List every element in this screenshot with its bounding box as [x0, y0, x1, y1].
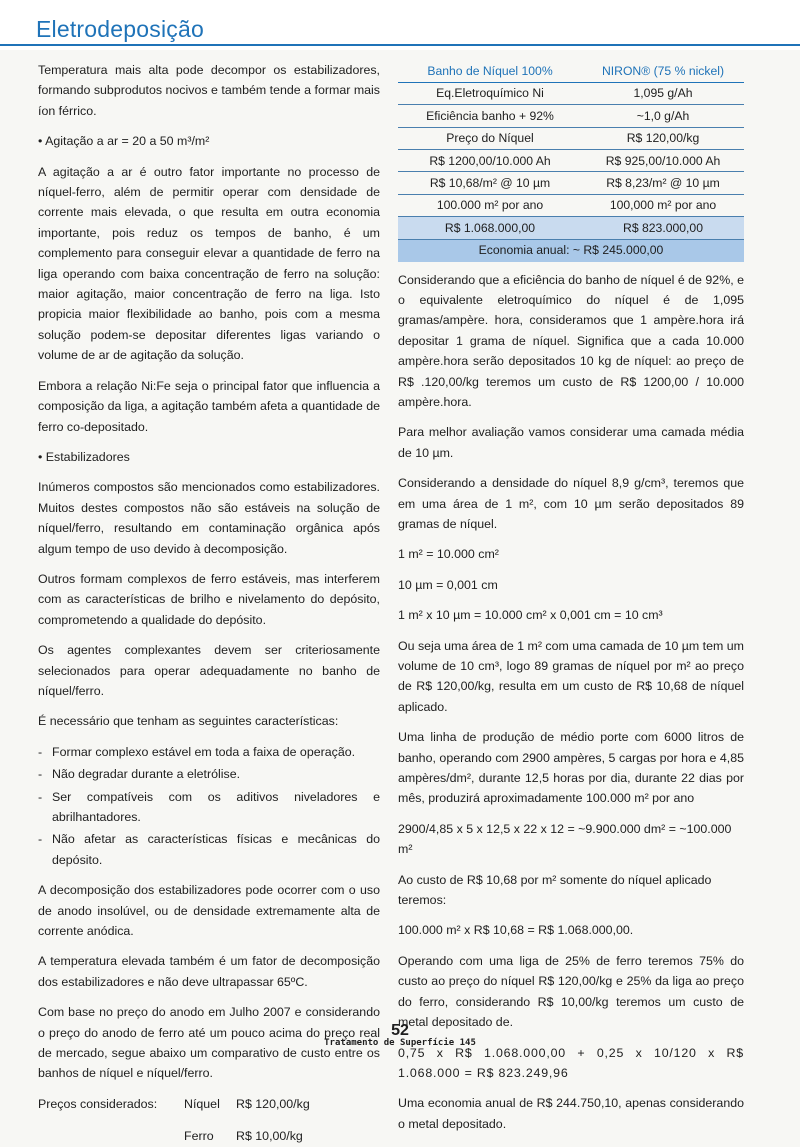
table-row — [398, 194, 744, 216]
table-cell: Eq.Eletroquímico Ni — [398, 82, 582, 104]
paragraph: Considerando a densidade do níquel 8,9 g/cm³, teremos que em uma área de 1 m², com 10 µm serão depositados 89 gramas de níquel. — [398, 476, 744, 531]
formula: 0,75 x R$ 1.068.000,00 + 0,25 x 10/120 x R$ 1.068.000 = R$ 823.249,96 — [398, 1045, 744, 1080]
table-cell: R$ 10,68/m² @ 10 µm — [398, 172, 582, 194]
table-cell: Preço do Níquel — [398, 127, 582, 149]
price-metal: Ferro — [184, 1129, 214, 1144]
page-footer — [0, 1022, 800, 1048]
table-cell: R$ 8,23/m² @ 10 µm — [582, 172, 744, 194]
paragraph: Temperatura mais alta pode decompor os estabilizadores, formando subprodutos nocivos e também tende a formar mais íon férrico. — [38, 63, 380, 118]
magazine-name: Tratamento de Superfície 145 — [324, 1038, 476, 1048]
formula: 1 m² = 10.000 cm² — [398, 547, 499, 562]
paragraph: Considerando que a eficiência do banho de níquel é de 92%, e o equivalente eletroquímico do níquel é de 1,095 gramas/ampère. hora, consideramos que 1 ampère.hora irá depositar 1 grama de níquel. Significa que a cada 10.000 ampère.hora serão depositados 10 kg de níquel: ao preço de R$ .120,00/kg teremos um custo de R$ 1200,00 / 10.000 ampère.hora. — [398, 272, 744, 409]
table-cell: R$ 120,00/kg — [582, 127, 744, 149]
list-item: - Não degradar durante a eletrólise. — [38, 764, 380, 784]
paragraph: Uma economia anual de R$ 244.750,10, apenas considerando o metal depositado. — [398, 1096, 744, 1131]
table-header-row — [398, 60, 744, 82]
right-column — [398, 60, 744, 1144]
paragraph: Os agentes complexantes devem ser criteriosamente selecionados para operar adequadamente no banho de níquel/ferro. — [38, 643, 380, 698]
page-header — [0, 0, 800, 50]
header-rule — [0, 44, 800, 46]
list-item: - Não afetar as características físicas e mecânicas do depósito. — [38, 829, 380, 870]
table-row — [398, 150, 744, 172]
prices-label: Preços considerados: — [38, 1096, 158, 1111]
list-item: - Ser compatíveis com os aditivos niveladores e abrilhantadores. — [38, 787, 380, 828]
table-cell: ~1,0 g/Ah — [582, 105, 744, 127]
formula: 10 µm = 0,001 cm — [398, 577, 498, 592]
cost-comparison-table — [398, 60, 744, 262]
table-row — [398, 105, 744, 127]
formula: 2900/4,85 x 5 x 12,5 x 22 x 12 = ~9.900.000 dm² = ~100.000 m² — [398, 821, 732, 857]
table-row-economy — [398, 239, 744, 261]
section-title: Eletrodeposição — [36, 16, 204, 42]
paragraph: Ao custo de R$ 10,68 por m² somente do níquel aplicado teremos: — [398, 872, 712, 908]
prices-block — [38, 1094, 380, 1147]
cost-table-wrap — [398, 60, 744, 262]
table-cell: R$ 823.000,00 — [582, 217, 744, 239]
paragraph: Operando com uma liga de 25% de ferro teremos 75% do custo ao preço do níquel R$ 120,00/kg e 25% da liga ao preço do ferro, considerando R$ 10,00/kg teremos um custo de metal depositado de. — [398, 953, 744, 1030]
list-item: - Formar complexo estável em toda a faixa de operação. — [38, 742, 380, 762]
paragraph: A decomposição dos estabilizadores pode ocorrer com o uso de anodo insolúvel, ou de densidade extremamente alta de corrente anódica. — [38, 883, 380, 939]
table-cell: 1,095 g/Ah — [582, 82, 744, 104]
paragraph: Uma linha de produção de médio porte com 6000 litros de banho, operando com 2900 ampères, 5 cargas por hora e 4,85 ampères/dm², durante 12,5 horas por dia, durante 22 dias por mês, produzirá aproximadamente 100.000 m² por ano — [398, 730, 744, 806]
formula: 100.000 m² x R$ 10,68 = R$ 1.068.000,00. — [398, 923, 634, 938]
price-metal: Níquel — [184, 1096, 220, 1111]
economy-cell: Economia anual: ~ R$ 245.000,00 — [398, 239, 744, 261]
table-row — [398, 82, 744, 104]
table-cell: R$ 925,00/10.000 Ah — [582, 150, 744, 172]
paragraph: É necessário que tenham as seguintes características: — [38, 714, 339, 729]
price-value: R$ 10,00/kg — [236, 1129, 303, 1144]
table-cell: R$ 1.068.000,00 — [398, 217, 582, 239]
bullet-stabilizers: • Estabilizadores — [38, 449, 130, 464]
bullet-agitation: • Agitação a ar = 20 a 50 m³/m² — [38, 134, 210, 149]
paragraph: Outros formam complexos de ferro estáveis, mas interferem com as características de brilho e nivelamento do depósito, comprometendo a qualidade do depósito. — [38, 571, 380, 627]
table-row — [398, 127, 744, 149]
paragraph: Inúmeros compostos são mencionados como estabilizadores. Muitos destes compostos não são estáveis na solução de níquel/ferro, resultando em contaminação orgânica após algum tempo de uso devido à decomposição. — [38, 480, 380, 556]
table-row-total — [398, 217, 744, 239]
price-value: R$ 120,00/kg — [236, 1096, 310, 1111]
paragraph: Ou seja uma área de 1 m² com uma camada de 10 µm tem um volume de 10 cm³, logo 89 gramas de níquel por m² ao preço de R$ 120,00/kg, resulta em um custo de R$ 10,68 de níquel aplicado. — [398, 638, 744, 714]
paragraph: Com base no preço do anodo em Julho 2007 e considerando o preço do anodo de ferro até um pouco acima do preço real de mercado, segue abaixo um comparativo de custo entre os banhos de níquel e níquel/ferro. — [38, 1005, 380, 1081]
paragraph: Para melhor avaliação vamos considerar uma camada média de 10 µm. — [398, 425, 744, 460]
paragraph: A agitação a ar é outro fator importante no processo de níquel-ferro, além de permitir operar com densidade de corrente mais elevada, o que resulta em outra economia importante, pois reduz os tempos de banho, é um complemento para conseguir elevar a quantidade de ferro na liga operando com baixa concentração de ferro na solução: maior agitação, maior concentração de ferro na liga. Isto propicia maior flexibilidade ao banho, pois com a mesma solução podem-se depositar diferentes ligas variando o volume de ar de agitação da solução. — [38, 164, 380, 363]
table-header: Banho de Níquel 100% — [398, 60, 582, 82]
table-row — [398, 172, 744, 194]
paragraph: Embora a relação Ni:Fe seja o principal fator que influencia a composição da liga, a agitação também afeta a quantidade de ferro co-depositado. — [38, 378, 380, 434]
left-column — [38, 60, 380, 1147]
table-cell: Eficiência banho + 92% — [398, 105, 582, 127]
table-cell: R$ 1200,00/10.000 Ah — [398, 150, 582, 172]
paragraph: A temperatura elevada também é um fator de decomposição dos estabilizadores e não deve ultrapassar 65ºC. — [38, 954, 380, 989]
table-cell: 100,000 m² por ano — [582, 194, 744, 216]
table-cell: 100.000 m² por ano — [398, 194, 582, 216]
page-number: 52 — [391, 1022, 409, 1039]
formula: 1 m² x 10 µm = 10.000 cm² x 0,001 cm = 10 cm³ — [398, 608, 663, 623]
table-header: NIRON® (75 % nickel) — [582, 60, 744, 82]
